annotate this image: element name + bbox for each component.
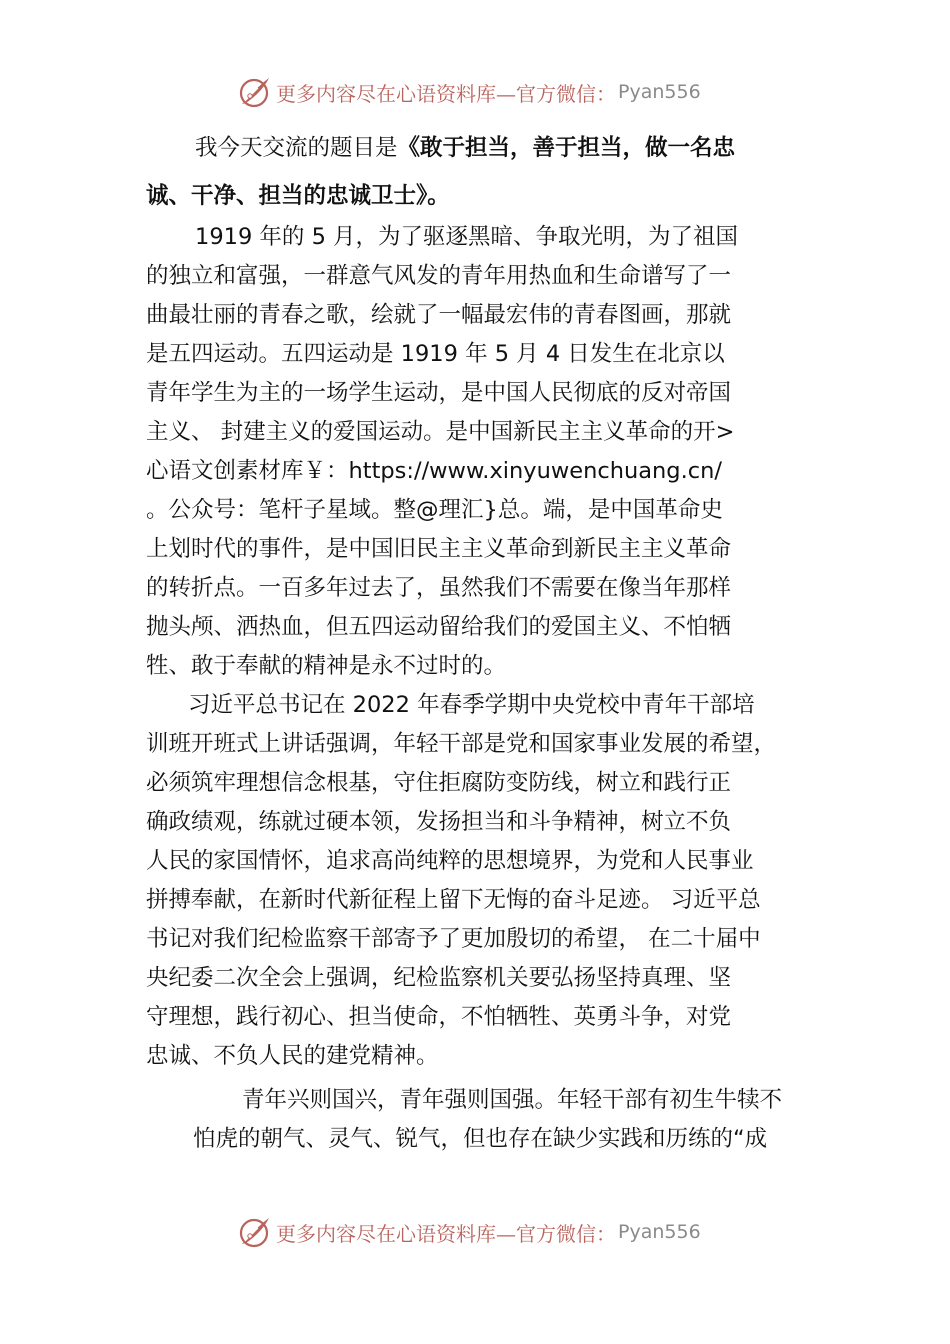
- body-line: 忠诚、不负人民的建党精神。: [146, 1043, 439, 1069]
- speech-title: 《敢于担当，善于担当，做一名忠: [397, 135, 736, 161]
- body-line-prefix: 我今天交流的题目是: [195, 135, 398, 161]
- body-line: 怕虎的朝气、灵气、锐气，但也存在缺少实践和历练的“成: [193, 1126, 768, 1152]
- body-line: 训班开班式上讲话强调，年轻干部是党和国家事业发展的希望，: [146, 731, 777, 757]
- speech-title-cont: 诚、干净、担当的忠诚卫士》。: [146, 183, 450, 209]
- quill-pen-logo-icon: [236, 1214, 272, 1250]
- body-line: 拼搏奉献，在新时代新征程上留下无悔的奋斗足迹。 习近平总: [146, 887, 761, 913]
- body-line: 习近平总书记在 2022 年春季学期中央党校中青年干部培: [188, 692, 755, 718]
- body-line: 人民的家国情怀，追求高尚纯粹的思想境界，为党和人民事业: [146, 848, 754, 874]
- body-line: 守理想，践行初心、担当使命，不怕牺牲、英勇斗争，对党: [146, 1004, 732, 1030]
- body-line: 。公众号：笔杆子星域。整@理汇}总。端，是中国革命史: [146, 497, 723, 523]
- header-banner: [236, 72, 756, 112]
- banner-wechat-id: Pyan556: [618, 1221, 701, 1243]
- body-line: 确政绩观，练就过硬本领，发扬担当和斗争精神，树立不负: [146, 809, 732, 835]
- banner-text: 更多内容尽在心语资料库—官方微信：: [276, 81, 616, 106]
- body-line: 央纪委二次全会上强调，纪检监察机关要弘扬坚持真理、坚: [146, 965, 732, 991]
- body-line: 书记对我们纪检监察干部寄予了更加殷切的希望， 在二十届中: [146, 926, 761, 952]
- body-line: 牲、敢于奉献的精神是永不过时的。: [146, 653, 507, 679]
- body-line: 上划时代的事件，是中国旧民主主义革命到新民主主义革命: [146, 536, 732, 562]
- body-line: 的独立和富强，一群意气风发的青年用热血和生命谱写了一: [146, 263, 732, 289]
- footer-banner: [236, 1212, 756, 1252]
- body-line: 抛头颅、洒热血，但五四运动留给我们的爱国主义、不怕牺: [146, 614, 732, 640]
- body-line: 必须筑牢理想信念根基，守住拒腐防变防线，树立和践行正: [146, 770, 732, 796]
- banner-wechat-id: Pyan556: [618, 81, 701, 103]
- body-line: 是五四运动。五四运动是 1919 年 5 月 4 日发生在北京以: [146, 341, 725, 367]
- body-line: 主义、 封建主义的爱国运动。是中国新民主主义革命的开>: [146, 419, 735, 445]
- body-line: 的转折点。一百多年过去了，虽然我们不需要在像当年那样: [146, 575, 732, 601]
- body-line: 青年学生为主的一场学生运动，是中国人民彻底的反对帝国: [146, 380, 732, 406]
- quill-pen-logo-icon: [236, 74, 272, 110]
- banner-text: 更多内容尽在心语资料库—官方微信：: [276, 1221, 616, 1246]
- body-line: 曲最壮丽的青春之歌，绘就了一幅最宏伟的青春图画，那就: [146, 302, 732, 328]
- body-line: [195, 133, 735, 163]
- body-line: 心语文创素材库￥：https://www.xinyuwenchuang.cn/: [146, 458, 722, 484]
- body-line: 青年兴则国兴，青年强则国强。年轻干部有初生牛犊不: [242, 1087, 783, 1113]
- body-line: 1919 年的 5 月，为了驱逐黑暗、争取光明，为了祖国: [195, 224, 739, 250]
